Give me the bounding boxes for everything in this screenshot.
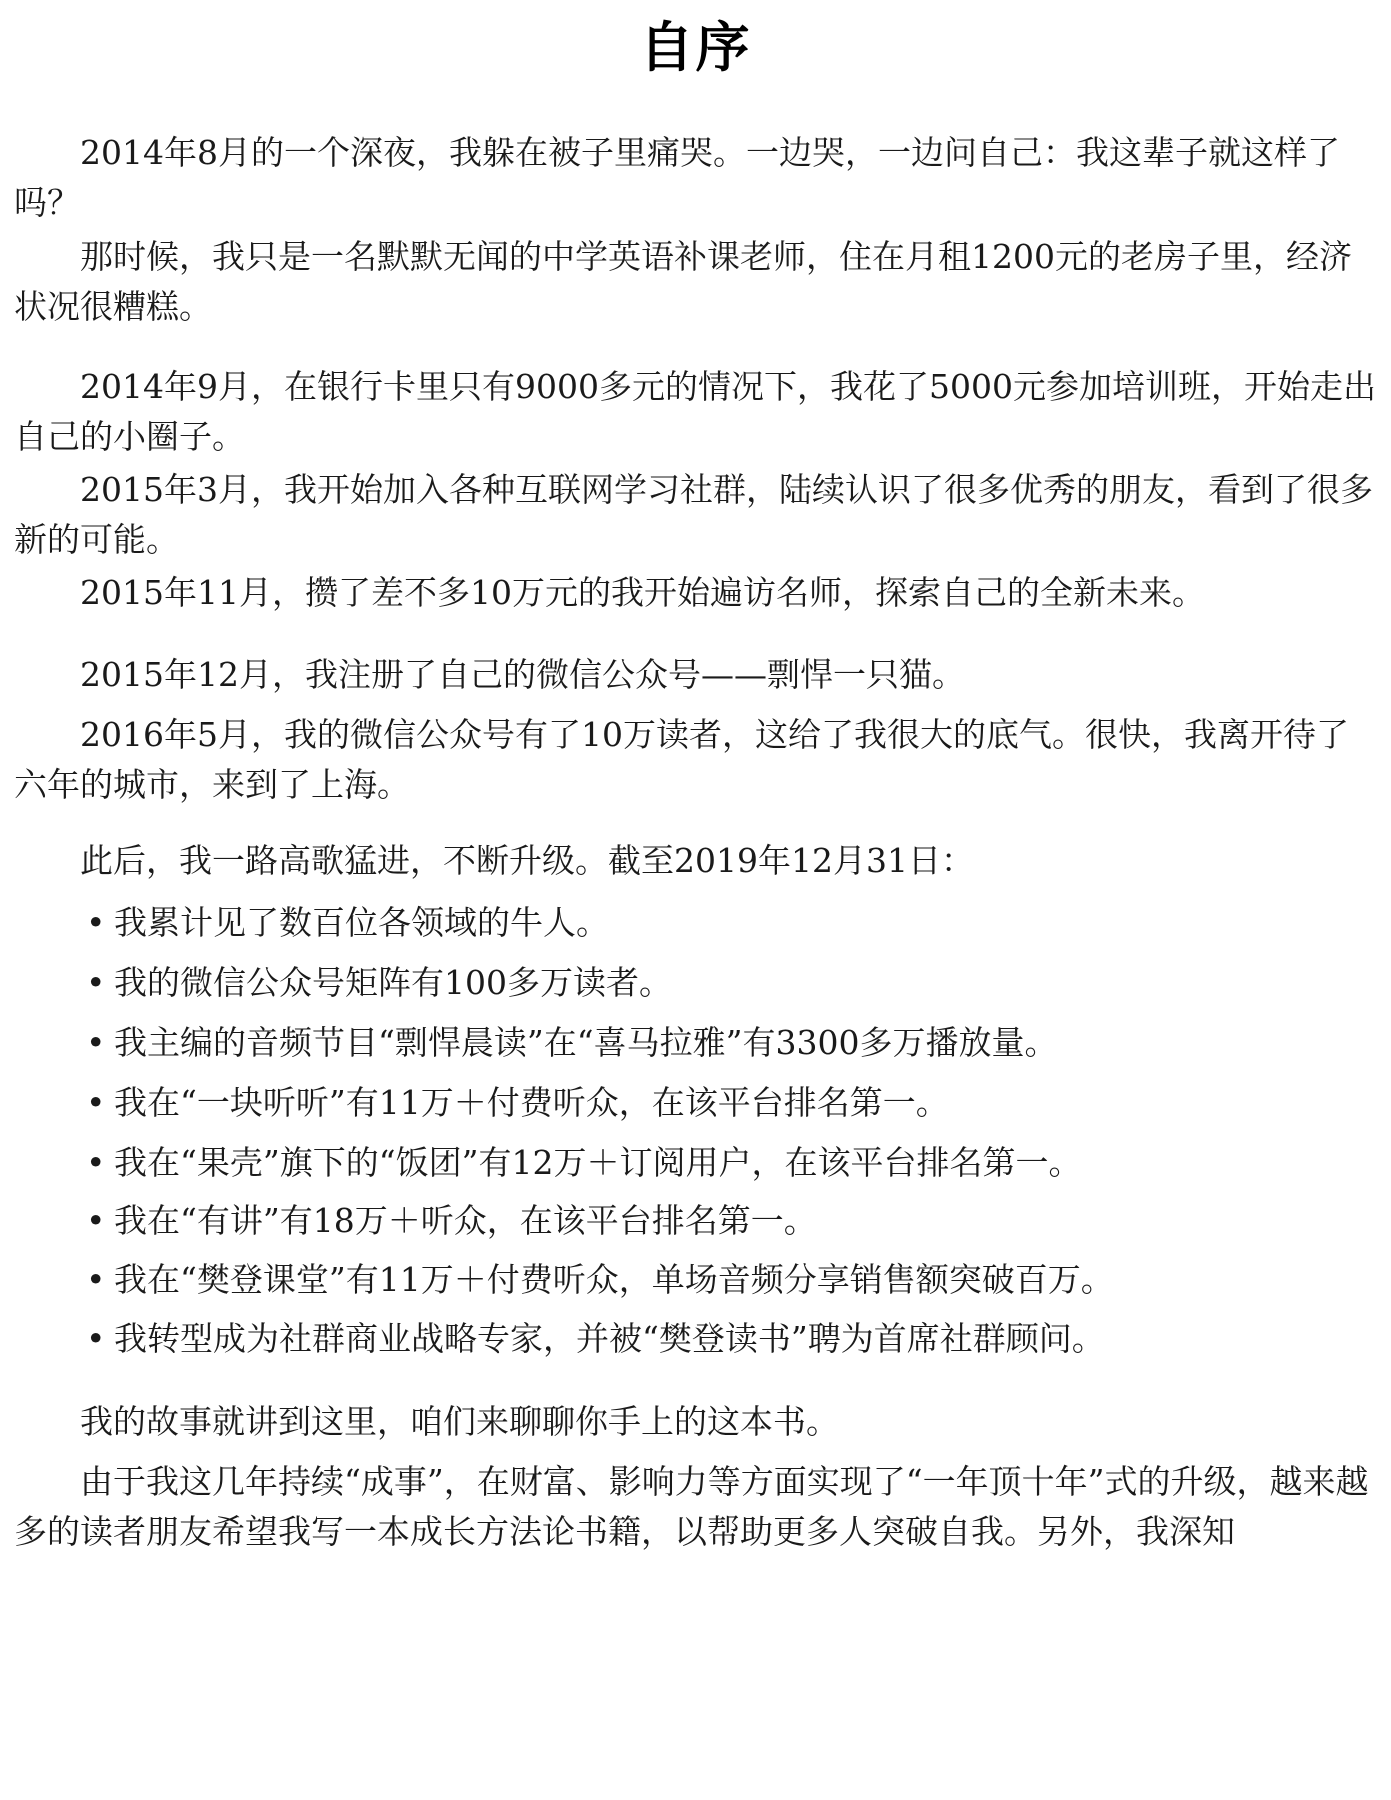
list-item-text: 我在“有讲”有18万＋听众，在该平台排名第一。 [114, 1201, 817, 1240]
list-item-text: 我在“樊登课堂”有11万＋付费听众，单场音频分享销售额突破百万。 [114, 1260, 1114, 1299]
bullet-marker: • [86, 1260, 106, 1299]
paragraph: 2015年3月，我开始加入各种互联网学习社群，陆续认识了很多优秀的朋友，看到了很多新的可能。 [14, 470, 1373, 559]
bullet-marker: • [86, 1201, 106, 1240]
paragraph: 2015年11月，攒了差不多10万元的我开始遍访名师，探索自己的全新未来。 [80, 573, 1205, 612]
list-item-text: 我在“果壳”旗下的“饭团”有12万＋订阅用户，在该平台排名第一。 [114, 1143, 1082, 1182]
list-item [86, 958, 1376, 1008]
list-item [86, 1196, 1376, 1246]
bullet-marker: • [86, 1143, 106, 1182]
paragraph: 由于我这几年持续“成事”，在财富、影响力等方面实现了“一年顶十年”式的升级，越来越多的读者朋友希望我写一本成长方法论书籍，以帮助更多人突破自我。另外，我深知 [14, 1462, 1369, 1551]
paragraph: 2014年8月的一个深夜，我躲在被子里痛哭。一边哭，一边问自己：我这辈子就这样了吗？ [14, 133, 1340, 222]
paragraph: 此后，我一路高歌猛进，不断升级。截至2019年12月31日： [80, 841, 974, 880]
list-item [86, 1255, 1376, 1305]
paragraph: 2015年12月，我注册了自己的微信公众号——剽悍一只猫。 [80, 655, 965, 694]
list-item [86, 1138, 1376, 1188]
paragraph: 2014年9月，在银行卡里只有9000多元的情况下，我花了5000元参加培训班，开始走出自己的小圈子。 [14, 367, 1376, 456]
list-item [86, 1018, 1376, 1068]
bullet-marker: • [86, 903, 106, 942]
paragraph: 2016年5月，我的微信公众号有了10万读者，这给了我很大的底气。很快，我离开待了六年的城市，来到了上海。 [14, 715, 1349, 804]
bullet-marker: • [86, 963, 106, 1002]
page-title: 自序 [639, 16, 752, 79]
list-item-text: 我在“一块听听”有11万＋付费听众，在该平台排名第一。 [114, 1083, 949, 1122]
list-item-text: 我累计见了数百位各领域的牛人。 [114, 903, 609, 942]
bullet-marker: • [86, 1319, 106, 1358]
list-item [86, 1314, 1376, 1364]
list-item-text: 我的微信公众号矩阵有100多万读者。 [114, 963, 672, 1002]
list-item [86, 898, 1376, 948]
bullet-marker: • [86, 1083, 106, 1122]
paragraph: 我的故事就讲到这里，咱们来聊聊你手上的这本书。 [80, 1402, 839, 1441]
list-item-text: 我转型成为社群商业战略专家，并被“樊登读书”聘为首席社群顾问。 [114, 1319, 1105, 1358]
bullet-marker: • [86, 1023, 106, 1062]
list-item [86, 1078, 1376, 1128]
list-item-text: 我主编的音频节目“剽悍晨读”在“喜马拉雅”有3300多万播放量。 [114, 1023, 1058, 1062]
paragraph: 那时候，我只是一名默默无闻的中学英语补课老师，住在月租1200元的老房子里，经济状况很糟糕。 [14, 237, 1352, 326]
